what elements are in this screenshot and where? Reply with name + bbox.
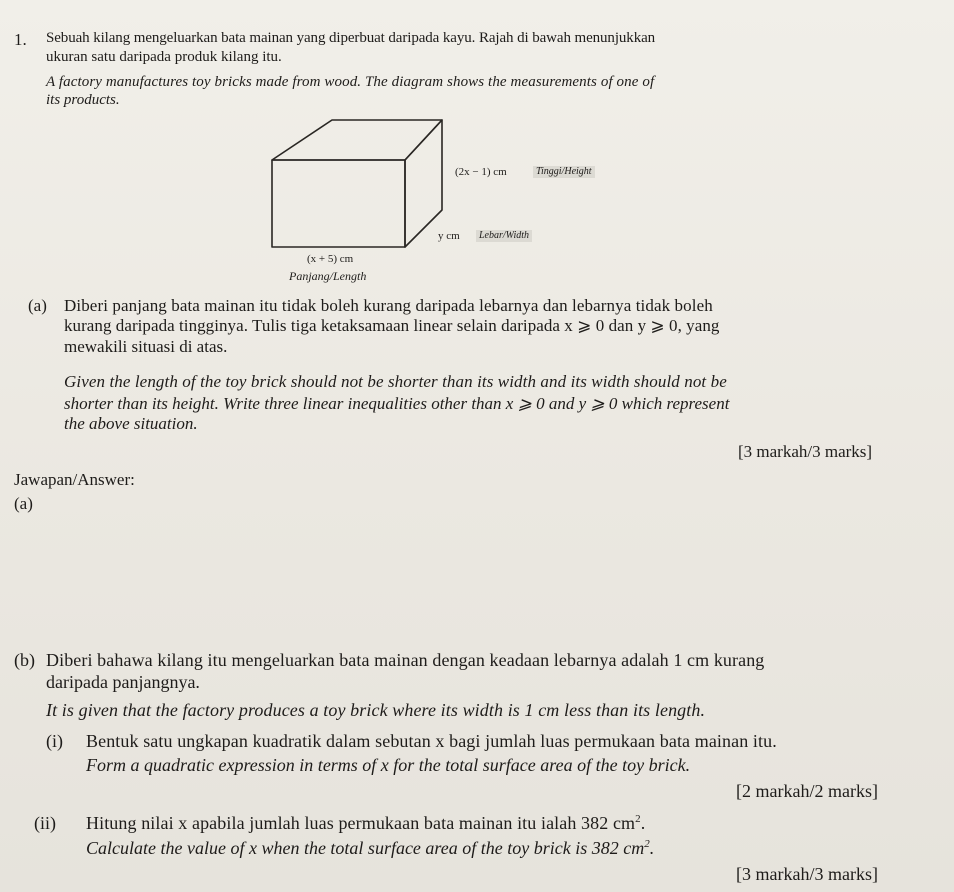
toy-brick-diagram [260,112,460,252]
width-expression: y cm [438,230,460,242]
width-label: Lebar/Width [476,230,532,242]
question-number: 1. [14,30,27,49]
brick-top-face [272,120,442,160]
part-b-ii-en: Calculate the value of x when the total surface area of the toy brick is 382 $cm^2$. [86,838,655,858]
part-b-ii-label: (ii) [34,813,56,833]
part-a-marks: [3 markah/3 marks] [738,442,873,461]
part-b-i-en: Form a quadratic expression in terms of x for the total surface area of the toy brick. [86,755,691,775]
part-a-label: (a) [28,296,47,315]
part-a-en-line-2: shorter than its height. Write three linear inequalities other than x ⩾ 0 and y ⩾ 0 which represent [64,394,730,413]
part-b-en-line: It is given that the factory produces a toy brick where its width is 1 cm less than its length. [46,700,706,720]
brick-side-face [405,120,442,247]
answer-part-a-label: (a) [14,494,33,513]
part-a-ms-line-2: kurang daripada tingginya. Tulis tiga ketaksamaan linear selain daripada x ⩾ 0 dan y ⩾ 0, yang [64,316,720,335]
height-label: Tinggi/Height [533,166,595,178]
part-b-ms-line-1: Diberi bahawa kilang itu mengeluarkan bata mainan dengan keadaan lebarnya adalah 1 cm kurang [46,650,765,670]
intro-ms-line-2: ukuran satu daripada produk kilang itu. [46,49,282,65]
part-b-ii-ms: Hitung nilai x apabila jumlah luas permukaan bata mainan itu ialah 382 $cm^2$. [86,813,646,833]
part-b-i-label: (i) [46,731,63,751]
answer-heading: Jawapan/Answer: [14,470,135,489]
length-expression: (x + 5) cm [307,253,354,265]
part-a-ms-line-3: mewakili situasi di atas. [64,337,228,356]
height-expression: (2x − 1) cm [455,166,507,178]
part-a-en-line-3: the above situation. [64,414,198,433]
intro-ms-line-1: Sebuah kilang mengeluarkan bata mainan yang diperbuat daripada kayu. Rajah di bawah menunjukkan [46,30,656,46]
intro-en-line-2: its products. [46,92,120,108]
brick-front-face [272,160,405,247]
part-b-label: (b) [14,650,35,670]
part-b-i-marks: [2 markah/2 marks] [736,781,878,801]
part-b-i-ms: Bentuk satu ungkapan kuadratik dalam sebutan x bagi jumlah luas permukaan bata mainan itu. [86,731,777,751]
part-b-ii-marks: [3 markah/3 marks] [736,864,878,884]
part-b-ms-line-2: daripada panjangnya. [46,672,200,692]
intro-en-line-1: A factory manufactures toy bricks made from wood. The diagram shows the measurements of one of [46,74,655,90]
length-label: Panjang/Length [289,269,367,283]
part-a-en-line-1: Given the length of the toy brick should not be shorter than its width and its width should not be [64,372,727,391]
part-a-ms-line-1: Diberi panjang bata mainan itu tidak boleh kurang daripada lebarnya dan lebarnya tidak boleh [64,296,713,315]
